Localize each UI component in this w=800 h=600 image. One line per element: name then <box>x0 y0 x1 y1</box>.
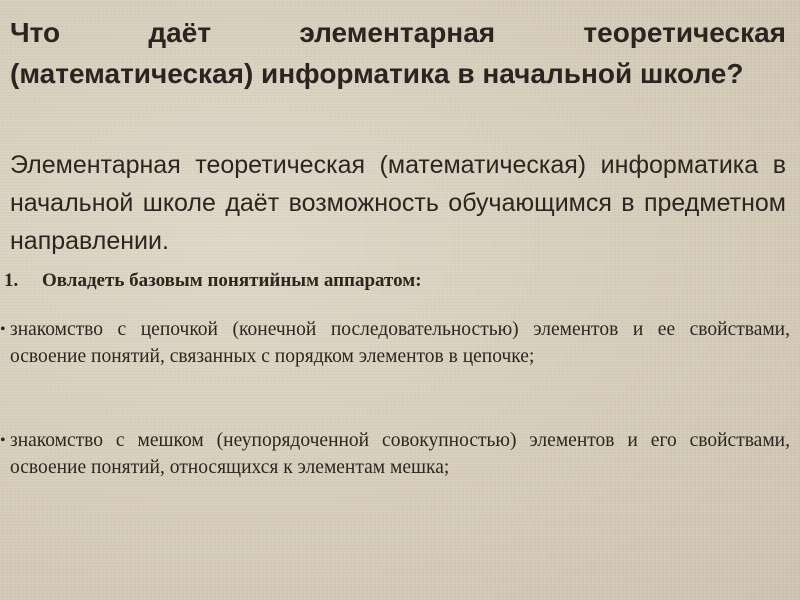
bullet-marker: • <box>0 432 6 449</box>
bullet-text: знакомство с цепочкой (конечной последовательностью) элементов и ее свойствами, освоение понятий, связанных с порядком элементов в цепочке; <box>10 319 790 367</box>
section-heading-text: Овладеть базовым понятийным аппаратом: <box>42 270 422 291</box>
section-number: 1. <box>4 270 19 291</box>
bullet-marker: • <box>0 321 6 338</box>
section-heading <box>0 266 790 296</box>
bullet-item <box>0 427 790 481</box>
slide-title: Что даёт элементарная теоретическая (математическая) информатика в начальной школе? <box>10 17 786 89</box>
bullet-item <box>0 316 790 370</box>
intro-paragraph: Элементарная теоретическая (математическая) информатика в начальной школе даёт возможность обучающимся в предметном направлении. <box>10 151 786 255</box>
bullet-text: знакомство с мешком (неупорядоченной совокупностью) элементов и его свойствами, освоение понятий, относящихся к элементам мешка; <box>10 430 790 478</box>
